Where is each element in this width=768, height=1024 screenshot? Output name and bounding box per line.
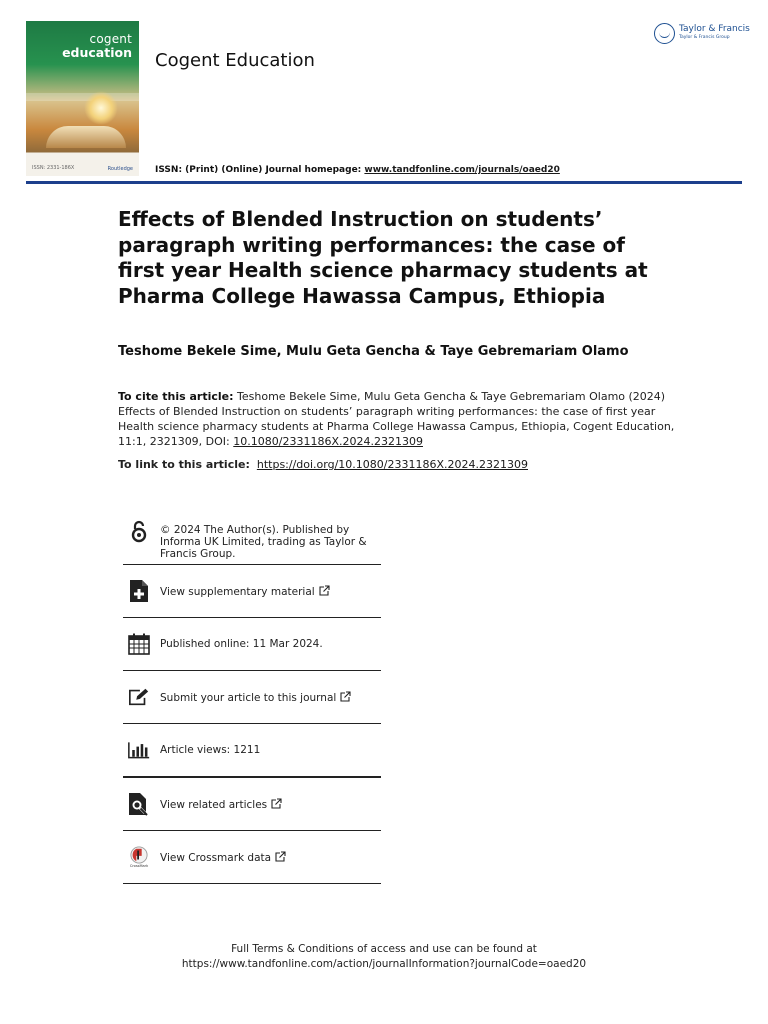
open-access-icon xyxy=(128,521,150,543)
terms-line-1: Full Terms & Conditions of access and use can be found at xyxy=(231,943,537,955)
crossmark-row[interactable] xyxy=(123,831,381,884)
edit-icon xyxy=(128,686,150,708)
external-link-icon xyxy=(271,798,282,809)
external-link-icon xyxy=(319,585,330,596)
views-row xyxy=(123,724,381,778)
terms-footer xyxy=(0,942,768,972)
cover-brand-line1: cogent xyxy=(89,32,132,46)
copyright-text: © 2024 The Author(s). Published by Informa UK Limited, trading as Taylor & Francis Group. xyxy=(160,524,367,560)
article-title: Effects of Blended Instruction on students’ paragraph writing performances: the case of first year Health science pharmacy students at Pharma College Hawassa Campus, Ethiopia xyxy=(118,207,648,308)
publisher-group: Taylor & Francis Group xyxy=(679,35,730,40)
crossmark-icon xyxy=(128,846,150,868)
related-row[interactable] xyxy=(123,778,381,831)
copyright-row xyxy=(123,516,381,565)
submit-row[interactable] xyxy=(123,671,381,724)
cover-issn: ISSN: 2331-186X xyxy=(32,165,75,171)
journal-title: Cogent Education xyxy=(155,50,315,71)
journal-cover xyxy=(26,21,139,176)
published-row xyxy=(123,618,381,671)
publisher-name: Taylor & Francis xyxy=(679,24,750,34)
cover-brand-line2: education xyxy=(62,45,132,60)
supplementary-icon xyxy=(128,580,150,602)
related-articles-link[interactable]: View related articles xyxy=(160,798,282,811)
journal-homepage-link[interactable]: www.tandfonline.com/journals/oaed20 xyxy=(364,165,560,175)
article-link-line xyxy=(118,458,528,471)
header-divider xyxy=(26,181,742,184)
citation-label: To cite this article: xyxy=(118,390,234,403)
article-authors: Teshome Bekele Sime, Mulu Geta Gencha & Taye Gebremariam Olamo xyxy=(118,344,629,359)
publisher-logo-icon xyxy=(654,23,675,44)
external-link-icon xyxy=(340,691,351,702)
citation-text: Teshome Bekele Sime, Mulu Geta Gencha & Taye Gebremariam Olamo (2024) Effects of Blended Instruction on students’ paragraph writing performances: the case of first year Health science pharmacy students at Pharma College Hawassa Campus, Ethiopia, Cogent Education, 11:1, 2321309, DOI: xyxy=(118,390,675,448)
link-label: To link to this article: xyxy=(118,458,250,471)
crossmark-link[interactable]: View Crossmark data xyxy=(160,851,286,864)
supplementary-link[interactable]: View supplementary material xyxy=(160,585,330,598)
submit-article-link[interactable]: Submit your article to this journal xyxy=(160,691,351,704)
issn-text: ISSN: (Print) (Online) Journal homepage: xyxy=(155,165,365,175)
article-doi-link[interactable]: https://doi.org/10.1080/2331186X.2024.2321309 xyxy=(256,458,528,471)
citation-doi-link[interactable]: 10.1080/2331186X.2024.2321309 xyxy=(233,435,423,448)
crossmark-small-label: CrossMark xyxy=(129,864,149,868)
article-views: Article views: 1211 xyxy=(160,744,261,756)
bar-chart-icon xyxy=(128,739,150,761)
calendar-icon xyxy=(128,633,150,655)
citation-block xyxy=(118,389,678,449)
published-date: Published online: 11 Mar 2024. xyxy=(160,638,323,650)
article-info-list xyxy=(123,516,381,884)
cover-publisher: Routledge xyxy=(107,166,133,172)
taylor-francis-logo[interactable] xyxy=(654,22,750,46)
terms-url[interactable]: https://www.tandfonline.com/action/journalInformation?journalCode=oaed20 xyxy=(181,958,587,970)
search-document-icon xyxy=(128,793,150,815)
external-link-icon xyxy=(275,851,286,862)
issn-line xyxy=(155,165,560,175)
supplementary-row[interactable] xyxy=(123,565,381,618)
